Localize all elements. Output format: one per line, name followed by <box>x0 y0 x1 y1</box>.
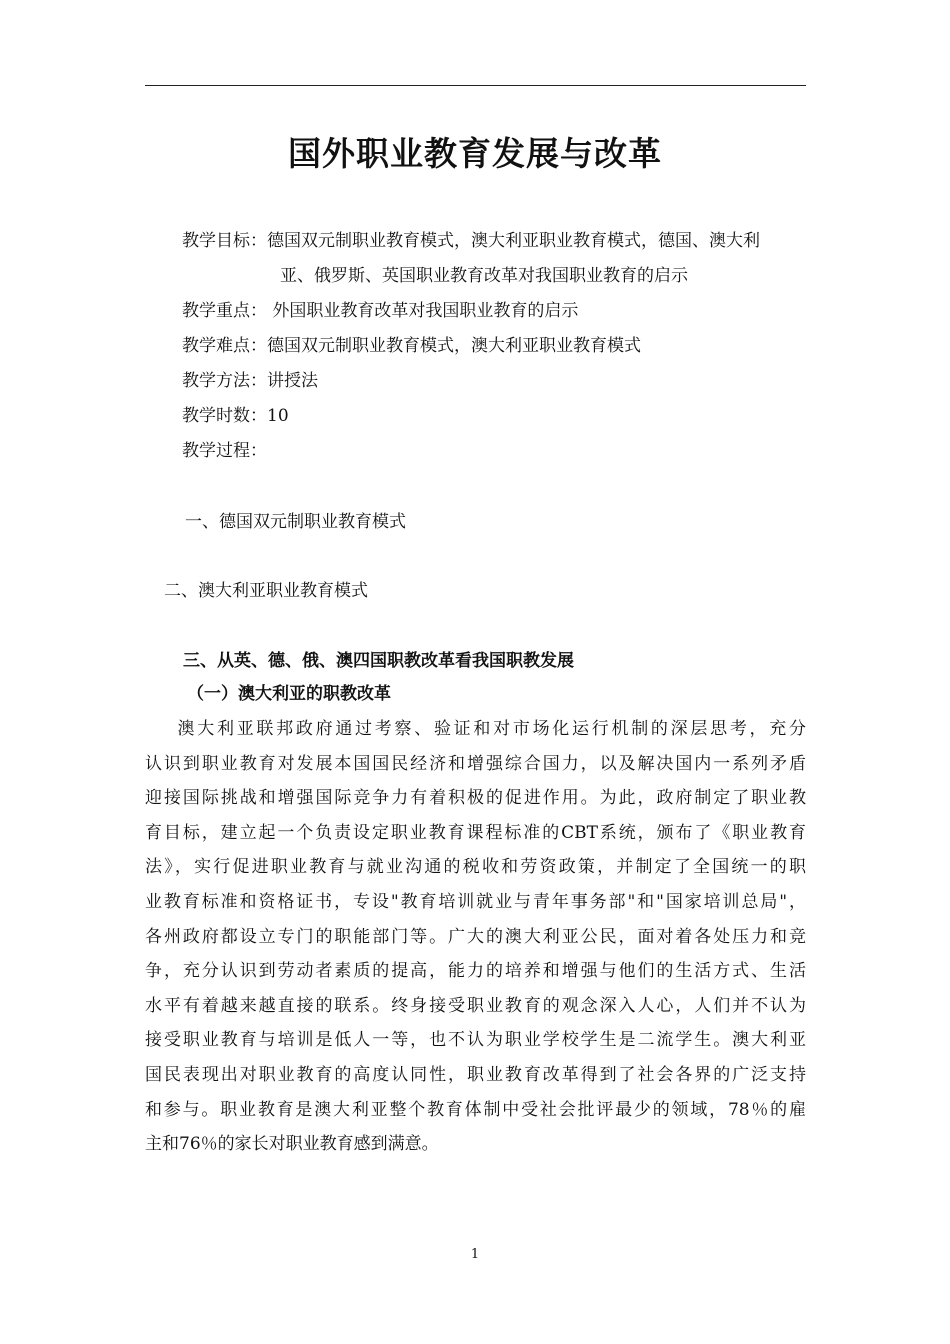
objectives-line-1: 教学目标：德国双元制职业教育模式，澳大利亚职业教育模式，德国、澳大利 <box>182 231 760 251</box>
key-points: 教学重点： 外国职业教育改革对我国职业教育的启示 <box>182 301 579 321</box>
body-line: 认识到职业教育对发展本国国民经济和增强综合国力，以及解决国内一系列矛盾 <box>145 753 806 774</box>
body-line: 澳大利亚联邦政府通过考察、验证和对市场化运行机制的深层思考，充分 <box>145 719 806 739</box>
teaching-process: 教学过程： <box>182 441 267 461</box>
body-line: 迎接国际挑战和增强国际竞争力有着积极的促进作用。为此，政府制定了职业教 <box>145 788 806 809</box>
body-line: 国民表现出对职业教育的高度认同性，职业教育改革得到了社会各界的广泛支持 <box>145 1064 806 1085</box>
body-paragraph <box>145 712 806 1162</box>
section-heading-2: 二、澳大利亚职业教育模式 <box>164 581 368 601</box>
body-line: 争，充分认识到劳动者素质的提高，能力的培养和增强与他们的生活方式、生活 <box>145 961 806 982</box>
page-title: 国外职业教育发展与改革 <box>288 134 662 173</box>
objectives-line-2: 亚、俄罗斯、英国职业教育改革对我国职业教育的启示 <box>280 266 688 286</box>
section-heading-3: 三、从英、德、俄、澳四国职教改革看我国职教发展 <box>183 651 574 671</box>
subsection-heading-1: （一）澳大利亚的职教改革 <box>187 684 391 704</box>
body-line: 法》，实行促进职业教育与就业沟通的税收和劳资政策，并制定了全国统一的职 <box>145 857 806 878</box>
difficulties: 教学难点：德国双元制职业教育模式，澳大利亚职业教育模式 <box>182 336 641 356</box>
section-heading-1: 一、德国双元制职业教育模式 <box>185 512 406 532</box>
teaching-hours: 教学时数：10 <box>182 406 289 426</box>
body-line: 和参与。职业教育是澳大利亚整个教育体制中受社会批评最少的领域，78％的雇 <box>145 1099 806 1120</box>
page-number: 1 <box>470 1247 480 1262</box>
body-line: 各州政府都设立专门的职能部门等。广大的澳大利亚公民，面对着各处压力和竞 <box>145 926 806 947</box>
body-line: 育目标，建立起一个负责设定职业教育课程标准的CBT系统，颁布了《职业教育 <box>145 822 806 843</box>
body-line: 主和76％的家长对职业教育感到满意。 <box>145 1134 439 1155</box>
header-rule <box>145 85 806 86</box>
teaching-method: 教学方法：讲授法 <box>182 371 318 391</box>
body-line: 接受职业教育与培训是低人一等，也不认为职业学校学生是二流学生。澳大利亚 <box>145 1030 806 1051</box>
body-line: 业教育标准和资格证书，专设"教育培训就业与青年事务部"和"国家培训总局"， <box>145 891 806 912</box>
body-line: 水平有着越来越直接的联系。终身接受职业教育的观念深入人心，人们并不认为 <box>145 995 806 1016</box>
